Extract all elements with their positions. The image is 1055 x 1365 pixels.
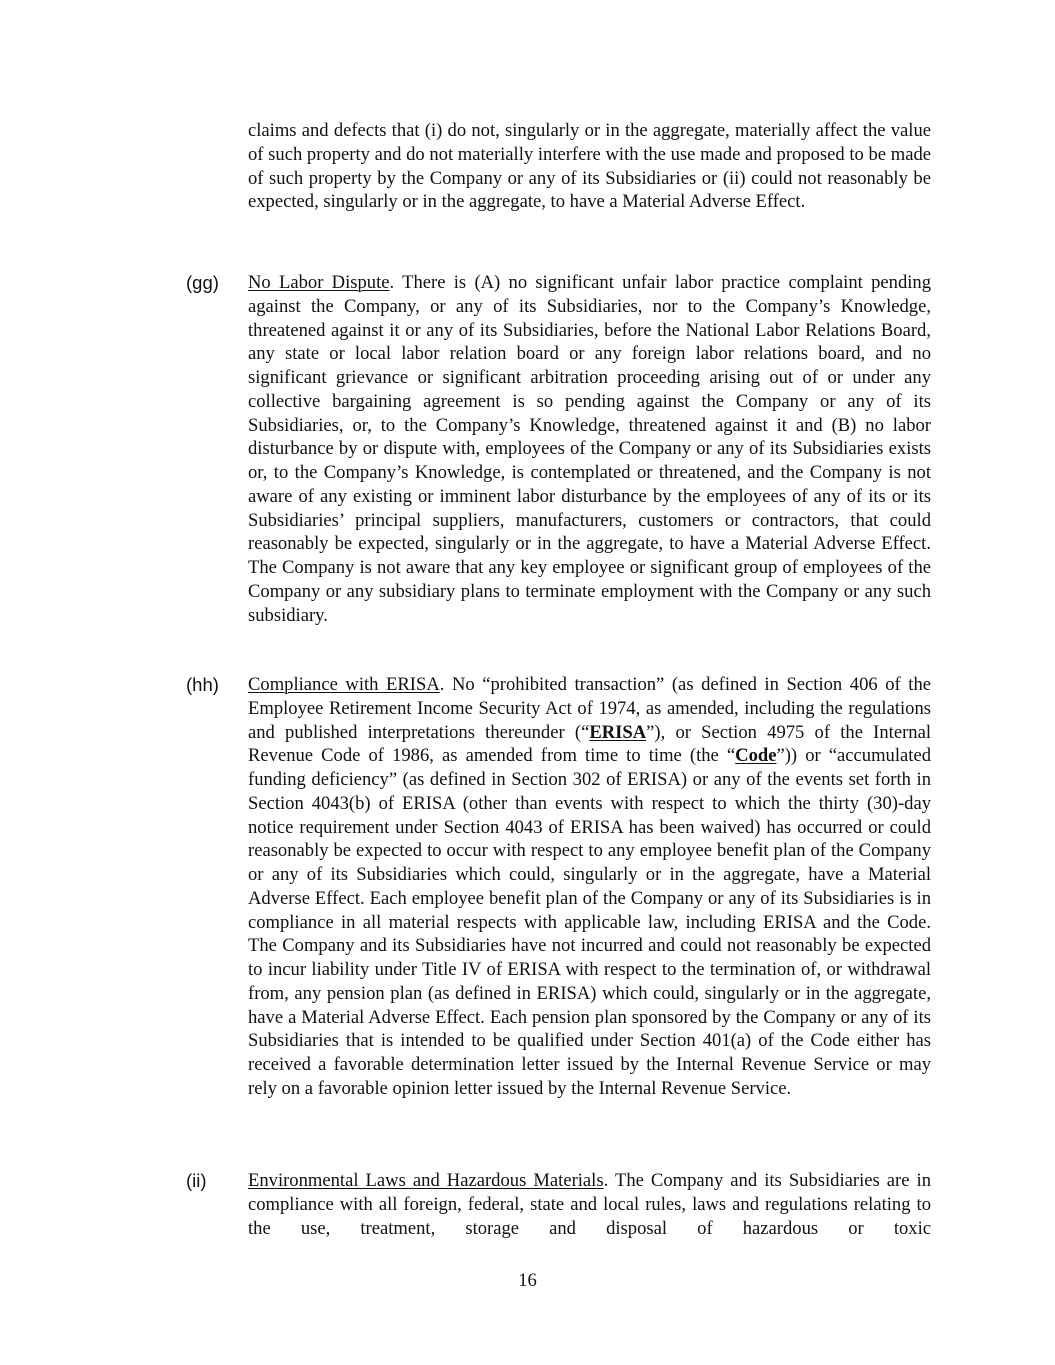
section-hh-body-part2: ”), or Section 4975 of the Internal Revenue Code of 1986, as amended from time to time (the “ xyxy=(248,721,931,767)
section-gg-paragraph xyxy=(248,271,931,627)
section-ii-body: . The Company and its Subsidiaries are in compliance with all foreign, federal, state and local rules, laws and regulations relating to the use, treatment, storage and disposal of hazardous or toxic xyxy=(248,1170,932,1239)
section-ii-paragraph xyxy=(248,1169,931,1240)
section-heading-no-labor-dispute: No Labor Dispute xyxy=(248,272,390,293)
section-label-gg: (gg) xyxy=(186,272,219,293)
section-gg-body: . There is (A) no significant unfair labor practice complaint pending against the Company, or any of its Subsidiaries, nor to the Company’s Knowledge, threatened against it or any of its Subsidiaries, before the National Labor Relations Board, any state or local labor relation board or any foreign labor relations board, and no significant grievance or significant arbitration proceeding arising out of or under any collective bargaining agreement is so pending against the Company or any of its Subsidiaries, or, to the Company’s Knowledge, threatened against it and (B) no labor disturbance by or dispute with, employees of the Company or any of its Subsidiaries exists or, to the Company’s Knowledge, is contemplated or threatened, and the Company is not aware of any existing or imminent labor disturbance by the employees of any of its or its Subsidiaries’ principal suppliers, manufacturers, customers or contractors, that could reasonably be expected, singularly or in the aggregate, to have a Material Adverse Effect. The Company is not aware that any key employee or significant group of employees of the Company or any subsidiary plans to terminate employment with the Company or any such subsidiary. xyxy=(248,272,931,626)
section-hh-body-part3: ”)) or “accumulated funding deficiency” (as defined in Section 302 of ERISA) or any of the events set forth in Section 4043(b) of ERISA (other than events with respect to which the thirty (30)-day notice requirement under Section 4043 of ERISA has been waived) has occurred or could reasonably be expected to occur with respect to any employee benefit plan of the Company or any of its Subsidiaries which could, singularly or in the aggregate, have a Material Adverse Effect. Each employee benefit plan of the Company or any of its Subsidiaries is in compliance in all material respects with applicable law, including ERISA and the Code. The Company and its Subsidiaries have not incurred and could not reasonably be expected to incur liability under Title IV of ERISA with respect to the termination of, or withdrawal from, any pension plan (as defined in ERISA) which could, singularly or in the aggregate, have a Material Adverse Effect. Each pension plan sponsored by the Company or any of its Subsidiaries that is intended to be qualified under Section 401(a) of the Code either has received a favorable determination letter issued by the Internal Revenue Service or may rely on a favorable opinion letter issued by the Internal Revenue Service. xyxy=(248,745,931,1099)
section-label-hh: (hh) xyxy=(186,674,219,695)
page-number: 16 xyxy=(518,1270,537,1291)
defined-term-code: Code xyxy=(735,745,777,767)
continuation-paragraph: claims and defects that (i) do not, singularly or in the aggregate, materially affect the value of such property and do not materially interfere with the use made and proposed to be made of such property by the Company or any of its Subsidiaries or (ii) could not reasonably be expected, singularly or in the aggregate, to have a Material Adverse Effect. xyxy=(248,120,931,213)
section-hh-body-part1: . No “prohibited transaction” (as defined in Section 406 of the Employee Retirement Income Security Act of 1974, as amended, including the regulations and published interpretations thereunder (“ xyxy=(248,674,931,743)
defined-term-erisa: ERISA xyxy=(589,721,647,743)
section-heading-environmental-laws: Environmental Laws and Hazardous Materials xyxy=(248,1170,604,1191)
section-label-ii: (ii) xyxy=(186,1170,207,1191)
section-hh-paragraph xyxy=(248,673,931,1101)
section-heading-compliance-with-erisa: Compliance with ERISA xyxy=(248,674,440,695)
